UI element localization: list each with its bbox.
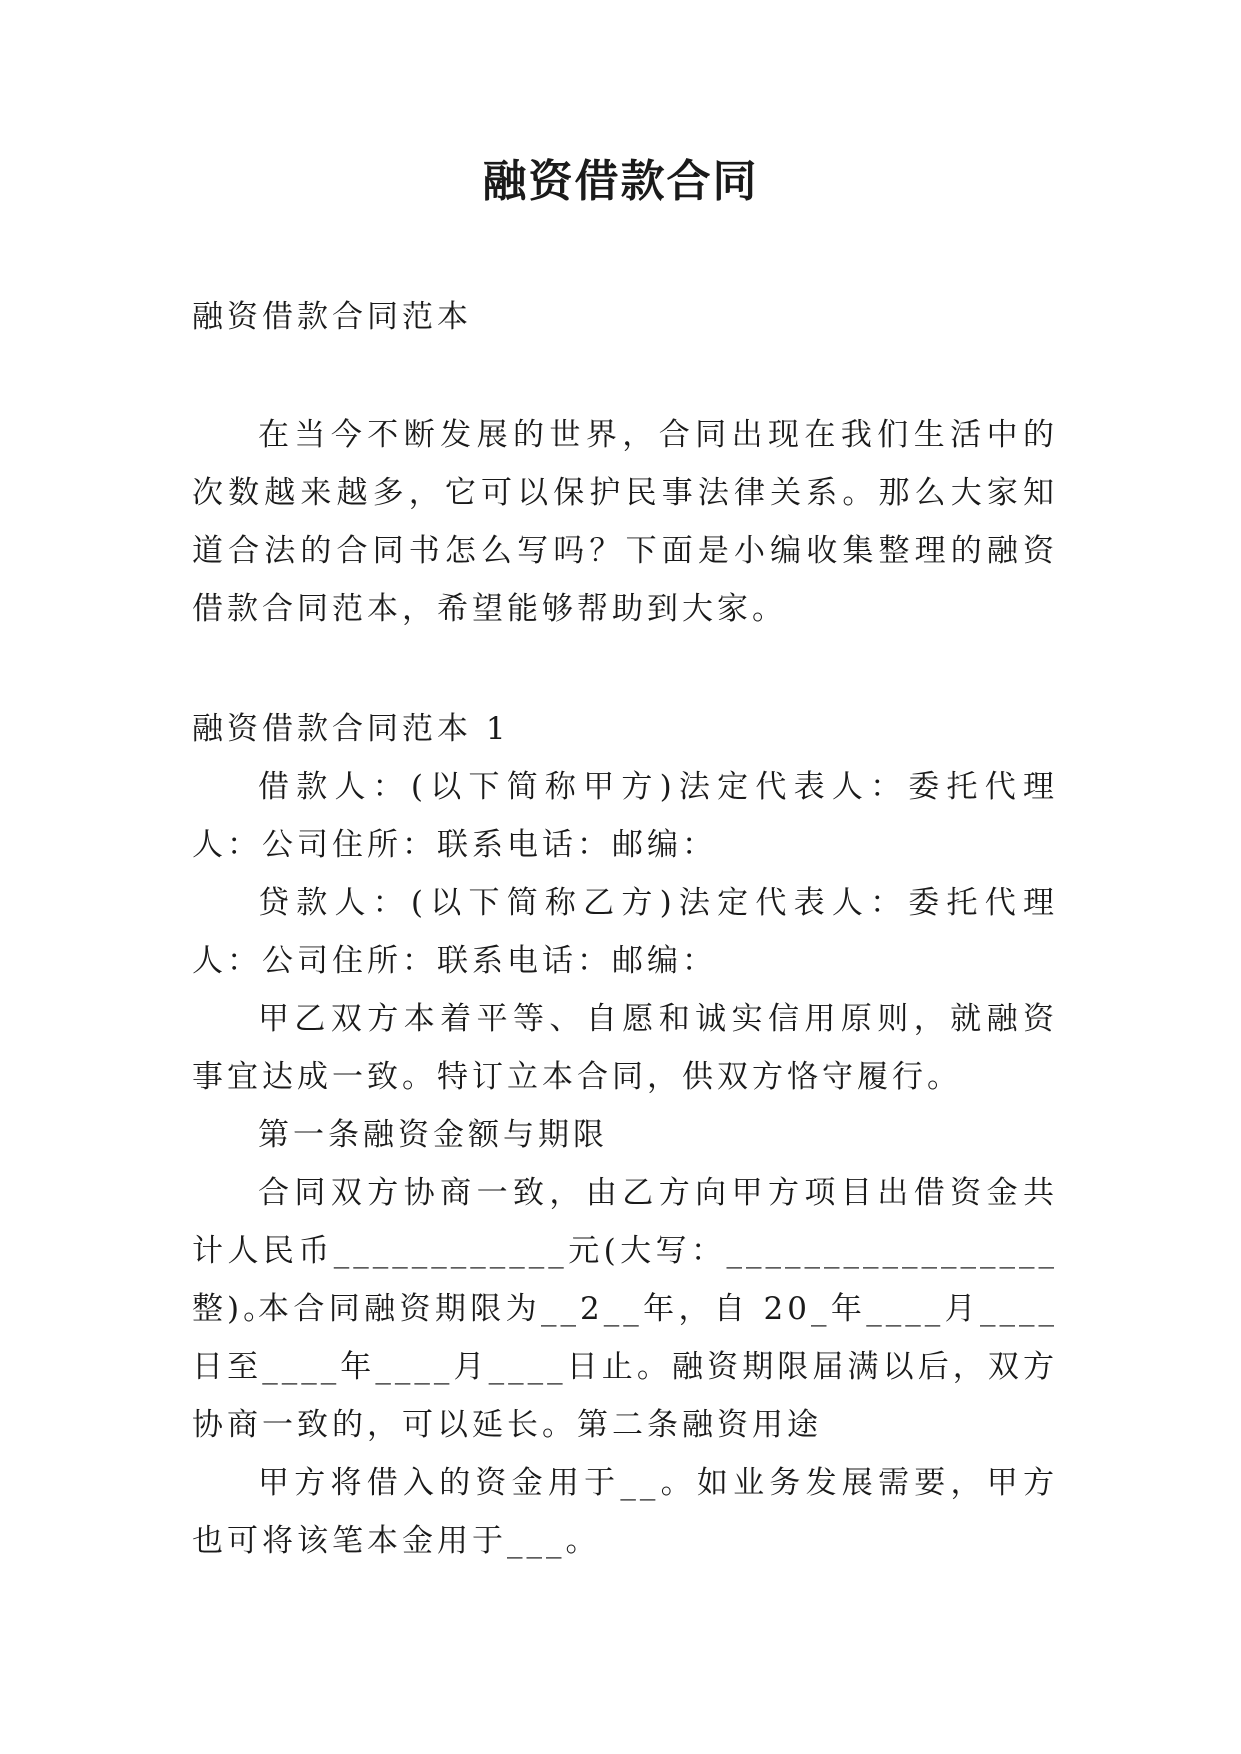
intro-paragraph: 在当今不断发展的世界，合同出现在我们生活中的次数越来越多，它可以保护民事法律关系。那么大家知道合法的合同书怎么写吗？下面是小编收集整理的融资借款合同范本，希望能够帮助到大家。 xyxy=(192,417,1058,627)
usage-paragraph: 甲方将借入的资金用于__。如业务发展需要，甲方也可将该笔本金用于___。 xyxy=(192,1465,1058,1559)
principle-paragraph: 甲乙双方本着平等、自愿和诚实信用原则，就融资事宜达成一致。特订立本合同，供双方恪守履行。 xyxy=(192,1001,1058,1095)
amount-paragraph: 合同双方协商一致，由乙方向甲方项目出借资金共计人民币____________元(大写：_________________整)。 xyxy=(192,1175,1058,1327)
term-paragraph: 本合同融资期限为__2__年，自 20_年____月____日至____年____月____日止。融资期限届满以后，双方协商一致的，可以延长。第二条融资用途 xyxy=(192,1291,1058,1443)
section-heading: 融资借款合同范本 1 xyxy=(192,711,510,747)
document-subtitle: 融资借款合同范本 xyxy=(192,299,472,335)
borrower-paragraph: 借款人：(以下简称甲方)法定代表人：委托代理人：公司住所：联系电话：邮编： xyxy=(192,769,1058,863)
document-title: 融资借款合同 xyxy=(482,156,759,207)
article-1-heading: 第一条融资金额与期限 xyxy=(258,1117,608,1153)
lender-paragraph: 贷款人：(以下简称乙方)法定代表人：委托代理人：公司住所：联系电话：邮编： xyxy=(192,885,1058,979)
